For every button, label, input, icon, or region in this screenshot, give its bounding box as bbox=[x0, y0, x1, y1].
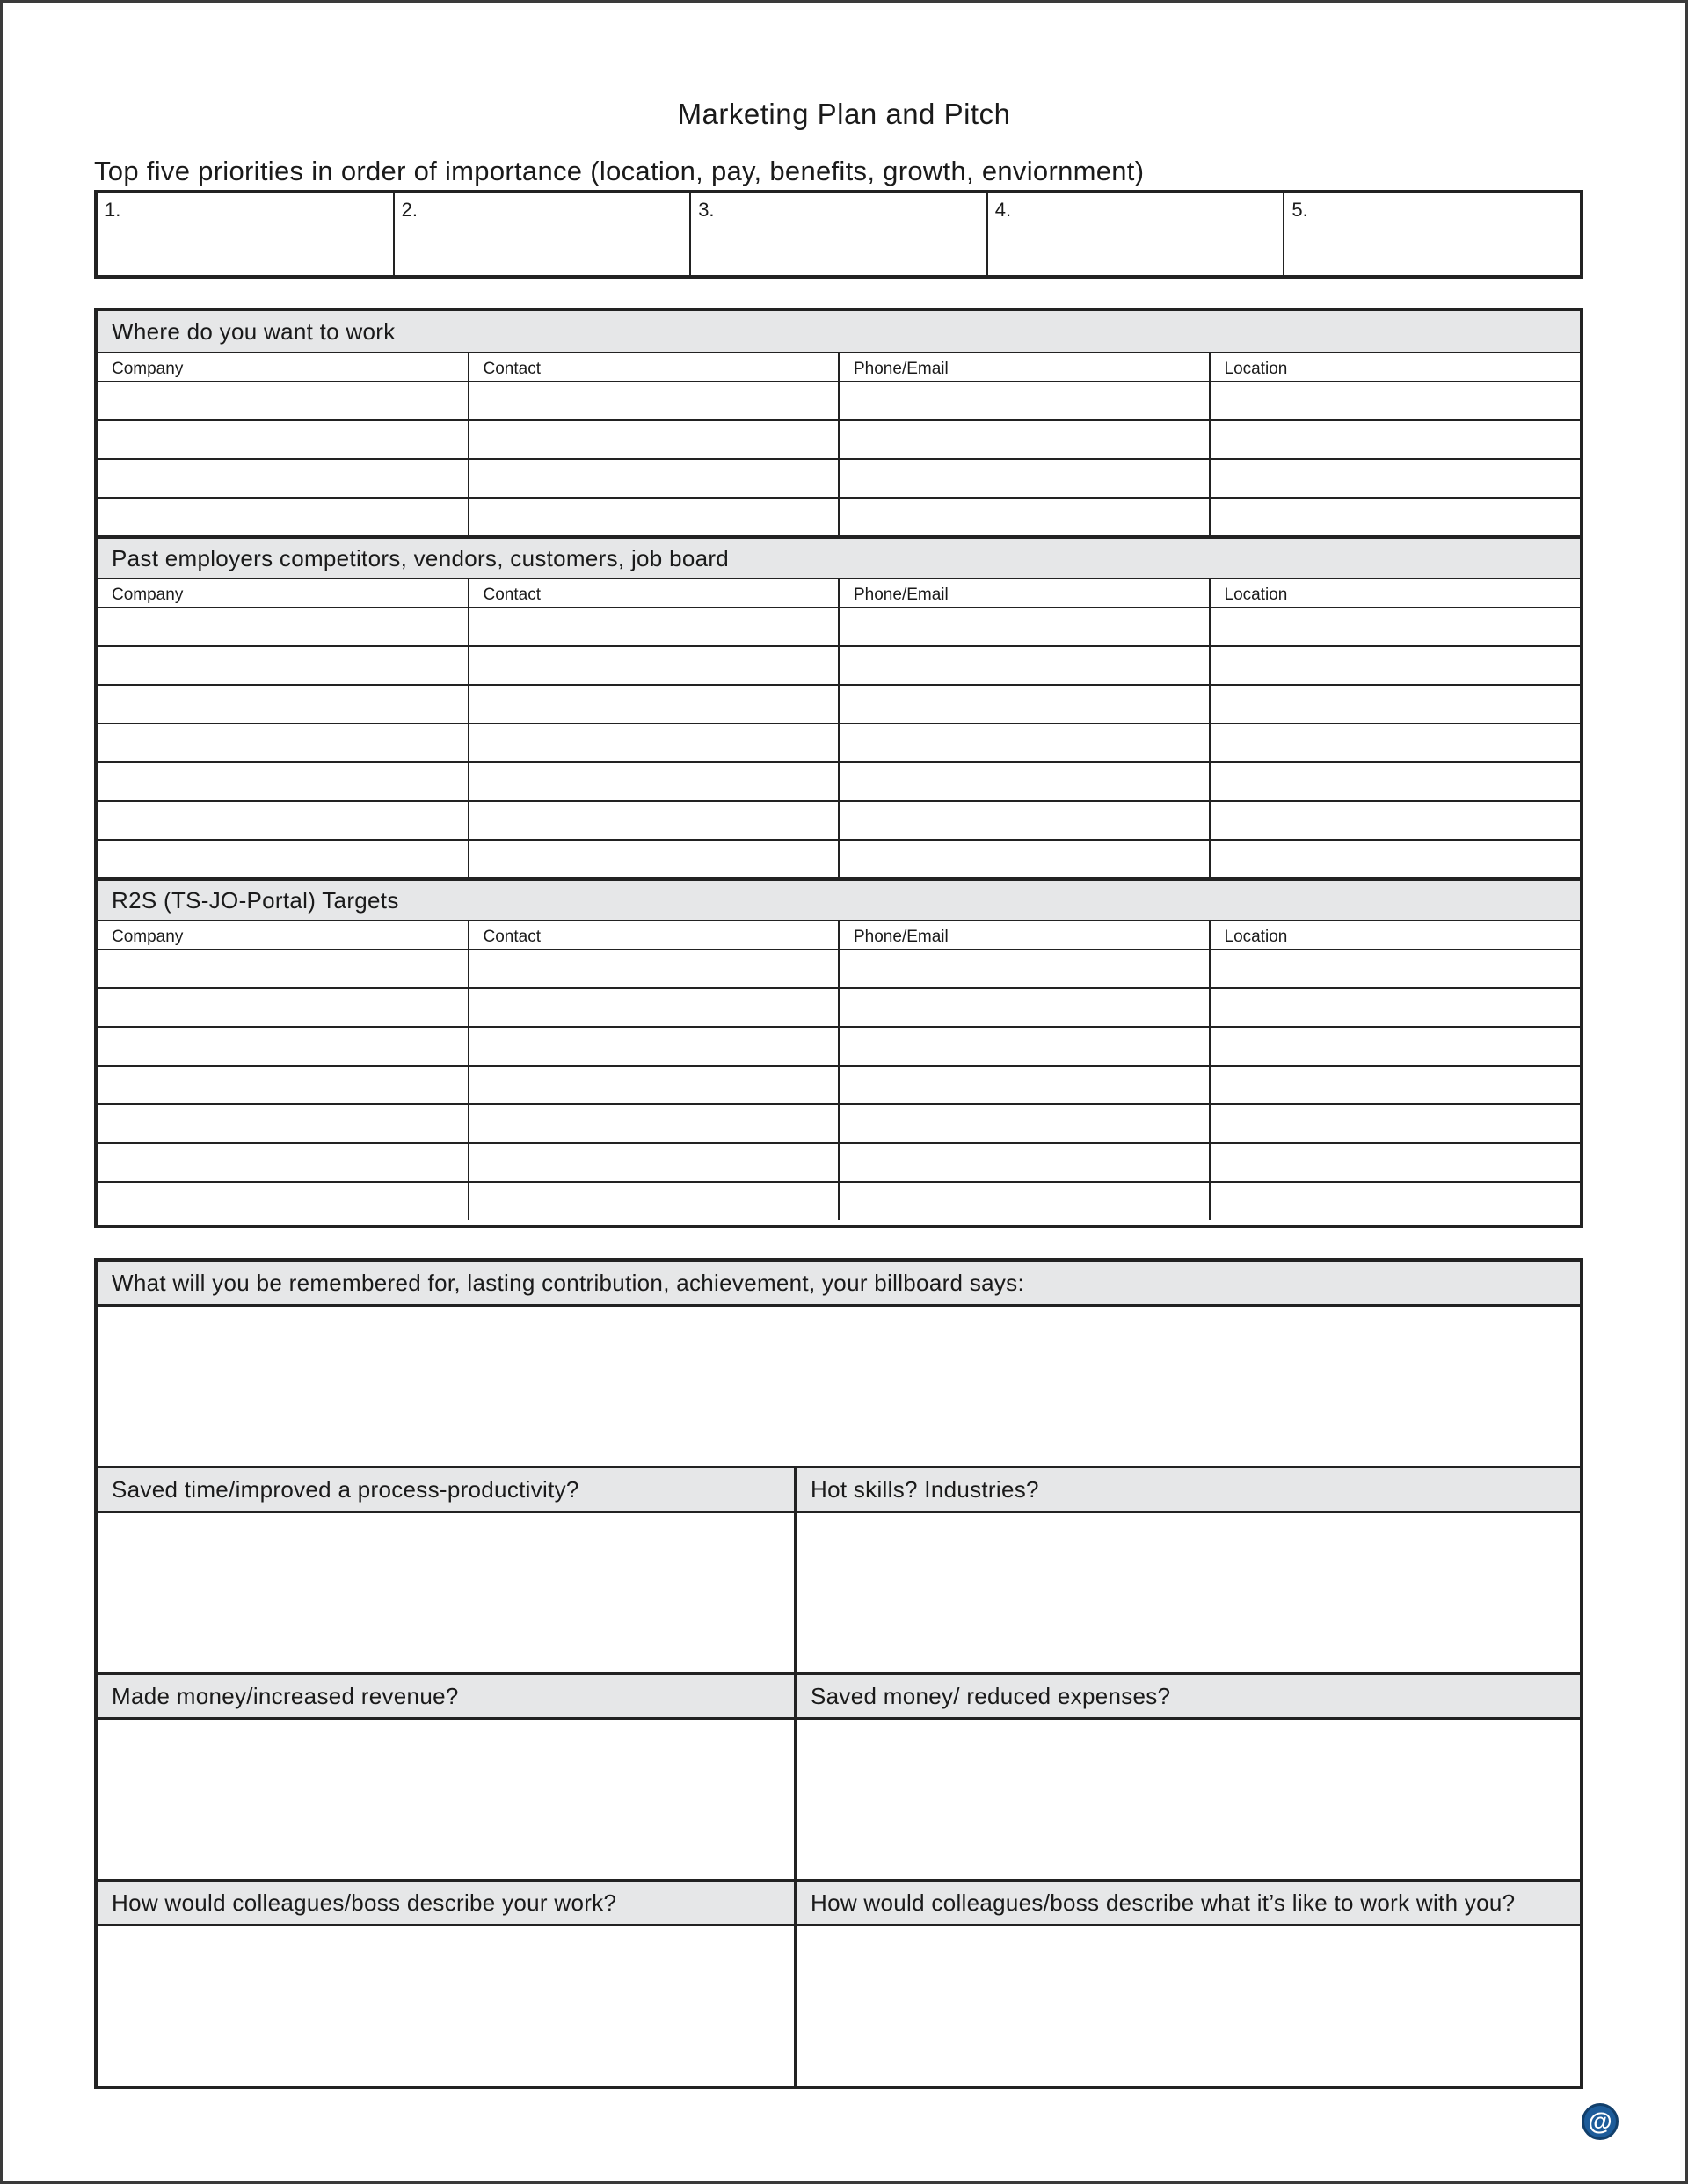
table-cell[interactable] bbox=[1210, 1027, 1581, 1066]
column-header: Phone/Email bbox=[839, 579, 1210, 608]
table-cell[interactable] bbox=[839, 1027, 1210, 1066]
table-cell[interactable] bbox=[1210, 1182, 1581, 1220]
table-cell[interactable] bbox=[98, 1143, 469, 1182]
column-header: Contact bbox=[469, 353, 840, 382]
priority-field[interactable] bbox=[691, 193, 988, 275]
table-row bbox=[98, 724, 1580, 762]
table-cell[interactable] bbox=[839, 608, 1210, 646]
section-title: Where do you want to work bbox=[98, 311, 1580, 353]
table-cell[interactable] bbox=[98, 685, 469, 724]
table-cell[interactable] bbox=[98, 608, 469, 646]
table-cell[interactable] bbox=[98, 1182, 469, 1220]
table-cell[interactable] bbox=[469, 1182, 840, 1220]
table-cell[interactable] bbox=[839, 988, 1210, 1027]
table-cell[interactable] bbox=[469, 988, 840, 1027]
section-title: R2S (TS-JO-Portal) Targets bbox=[98, 879, 1580, 921]
table-cell[interactable] bbox=[98, 1104, 469, 1143]
table-cell[interactable] bbox=[469, 685, 840, 724]
table-row bbox=[98, 1027, 1580, 1066]
column-header: Location bbox=[1210, 353, 1581, 382]
column-header: Company bbox=[98, 353, 469, 382]
table-cell[interactable] bbox=[469, 1104, 840, 1143]
priority-number: 1. bbox=[105, 199, 121, 221]
table-cell[interactable] bbox=[98, 724, 469, 762]
table-row bbox=[98, 459, 1580, 498]
table-cell[interactable] bbox=[469, 724, 840, 762]
section-title: Past employers competitors, vendors, customers, job board bbox=[98, 537, 1580, 579]
priority-number: 4. bbox=[994, 199, 1012, 221]
hot-skills-question: Hot skills? Industries? bbox=[797, 1468, 1580, 1513]
table-cell[interactable] bbox=[839, 1182, 1210, 1220]
pitch-questions bbox=[94, 1258, 1583, 2089]
table-cell[interactable] bbox=[839, 646, 1210, 685]
table-cell[interactable] bbox=[1210, 762, 1581, 801]
table-cell[interactable] bbox=[98, 382, 469, 420]
made-money-question: Made money/increased revenue? bbox=[98, 1675, 794, 1720]
table-cell[interactable] bbox=[839, 382, 1210, 420]
table-cell[interactable] bbox=[1210, 459, 1581, 498]
table-row bbox=[98, 498, 1580, 536]
table-cell[interactable] bbox=[469, 420, 840, 459]
column-header: Phone/Email bbox=[839, 921, 1210, 950]
table-cell[interactable] bbox=[469, 382, 840, 420]
column-header: Contact bbox=[469, 579, 840, 608]
table-cell[interactable] bbox=[839, 840, 1210, 878]
table-cell[interactable] bbox=[839, 724, 1210, 762]
table-row bbox=[98, 646, 1580, 685]
priority-field[interactable] bbox=[395, 193, 692, 275]
table-cell[interactable] bbox=[839, 498, 1210, 536]
table-cell[interactable] bbox=[1210, 724, 1581, 762]
table-cell[interactable] bbox=[98, 459, 469, 498]
priority-number: 2. bbox=[401, 199, 418, 221]
table-cell[interactable] bbox=[1210, 685, 1581, 724]
table-cell[interactable] bbox=[1210, 1104, 1581, 1143]
describe-working-with-question: How would colleagues/boss describe what it’s like to work with you? bbox=[797, 1882, 1580, 1926]
table-cell[interactable] bbox=[1210, 950, 1581, 988]
table-cell[interactable] bbox=[469, 646, 840, 685]
contact-table bbox=[98, 353, 1580, 537]
hot-skills-answer[interactable] bbox=[797, 1513, 1580, 1675]
table-cell[interactable] bbox=[469, 950, 840, 988]
table-row bbox=[98, 801, 1580, 840]
table-row bbox=[98, 1182, 1580, 1220]
table-cell[interactable] bbox=[469, 840, 840, 878]
priority-field[interactable] bbox=[1284, 193, 1580, 275]
table-cell[interactable] bbox=[98, 801, 469, 840]
table-cell[interactable] bbox=[1210, 1066, 1581, 1104]
table-cell[interactable] bbox=[1210, 382, 1581, 420]
priority-field[interactable] bbox=[988, 193, 1285, 275]
describe-working-with-answer[interactable] bbox=[797, 1926, 1580, 2088]
table-row bbox=[98, 840, 1580, 878]
table-row bbox=[98, 420, 1580, 459]
table-cell[interactable] bbox=[839, 1066, 1210, 1104]
saved-time-question: Saved time/improved a process-productivity? bbox=[98, 1468, 794, 1513]
table-cell[interactable] bbox=[1210, 1143, 1581, 1182]
remembered-answer[interactable] bbox=[98, 1307, 1580, 1468]
table-row bbox=[98, 988, 1580, 1027]
table-cell[interactable] bbox=[839, 950, 1210, 988]
contact-table bbox=[98, 579, 1580, 879]
table-row bbox=[98, 608, 1580, 646]
table-cell[interactable] bbox=[839, 420, 1210, 459]
saved-money-question: Saved money/ reduced expenses? bbox=[797, 1675, 1580, 1720]
priority-number: 5. bbox=[1291, 199, 1308, 221]
table-cell[interactable] bbox=[469, 1143, 840, 1182]
table-cell[interactable] bbox=[839, 459, 1210, 498]
saved-time-answer[interactable] bbox=[98, 1513, 794, 1675]
priority-number: 3. bbox=[698, 199, 715, 221]
describe-work-question: How would colleagues/boss describe your work? bbox=[98, 1882, 794, 1926]
table-cell[interactable] bbox=[839, 1143, 1210, 1182]
table-cell[interactable] bbox=[469, 1027, 840, 1066]
column-header: Company bbox=[98, 921, 469, 950]
table-row bbox=[98, 762, 1580, 801]
column-header: Company bbox=[98, 579, 469, 608]
table-cell[interactable] bbox=[839, 1104, 1210, 1143]
made-money-answer[interactable] bbox=[98, 1720, 794, 1882]
column-header: Location bbox=[1210, 579, 1581, 608]
saved-money-answer[interactable] bbox=[797, 1720, 1580, 1882]
table-cell[interactable] bbox=[98, 498, 469, 536]
table-cell[interactable] bbox=[1210, 801, 1581, 840]
table-header-row bbox=[98, 353, 1580, 382]
column-header: Phone/Email bbox=[839, 353, 1210, 382]
column-header: Location bbox=[1210, 921, 1581, 950]
table-cell[interactable] bbox=[1210, 840, 1581, 878]
table-cell[interactable] bbox=[469, 762, 840, 801]
at-logo-icon: @ bbox=[1582, 2103, 1619, 2140]
table-cell[interactable] bbox=[1210, 988, 1581, 1027]
table-header-row bbox=[98, 579, 1580, 608]
table-cell[interactable] bbox=[98, 840, 469, 878]
table-row bbox=[98, 1066, 1580, 1104]
table-cell[interactable] bbox=[98, 762, 469, 801]
table-cell[interactable] bbox=[839, 685, 1210, 724]
priorities-row bbox=[94, 190, 1583, 279]
table-cell[interactable] bbox=[1210, 498, 1581, 536]
table-cell[interactable] bbox=[98, 1027, 469, 1066]
table-cell[interactable] bbox=[98, 420, 469, 459]
contact-table bbox=[98, 921, 1580, 1220]
table-cell[interactable] bbox=[469, 1066, 840, 1104]
priority-field[interactable] bbox=[98, 193, 395, 275]
table-cell[interactable] bbox=[839, 801, 1210, 840]
table-row bbox=[98, 685, 1580, 724]
remembered-question: What will you be remembered for, lasting contribution, achievement, your billboard says: bbox=[98, 1262, 1580, 1307]
contact-tables bbox=[94, 308, 1583, 1228]
column-header: Contact bbox=[469, 921, 840, 950]
table-cell[interactable] bbox=[98, 1066, 469, 1104]
table-cell[interactable] bbox=[469, 608, 840, 646]
table-header-row bbox=[98, 921, 1580, 950]
table-row bbox=[98, 1143, 1580, 1182]
table-cell[interactable] bbox=[1210, 420, 1581, 459]
table-cell[interactable] bbox=[1210, 608, 1581, 646]
table-cell[interactable] bbox=[469, 459, 840, 498]
table-cell[interactable] bbox=[469, 801, 840, 840]
table-cell[interactable] bbox=[98, 950, 469, 988]
table-row bbox=[98, 950, 1580, 988]
table-row bbox=[98, 382, 1580, 420]
table-cell[interactable] bbox=[98, 646, 469, 685]
page-title: Marketing Plan and Pitch bbox=[677, 98, 1011, 130]
table-row bbox=[98, 1104, 1580, 1143]
table-cell[interactable] bbox=[469, 498, 840, 536]
table-cell[interactable] bbox=[1210, 646, 1581, 685]
table-cell[interactable] bbox=[98, 988, 469, 1027]
table-cell[interactable] bbox=[839, 762, 1210, 801]
priorities-label: Top five priorities in order of importance (location, pay, benefits, growth, enviornment) bbox=[94, 156, 1145, 186]
describe-work-answer[interactable] bbox=[98, 1926, 794, 2088]
